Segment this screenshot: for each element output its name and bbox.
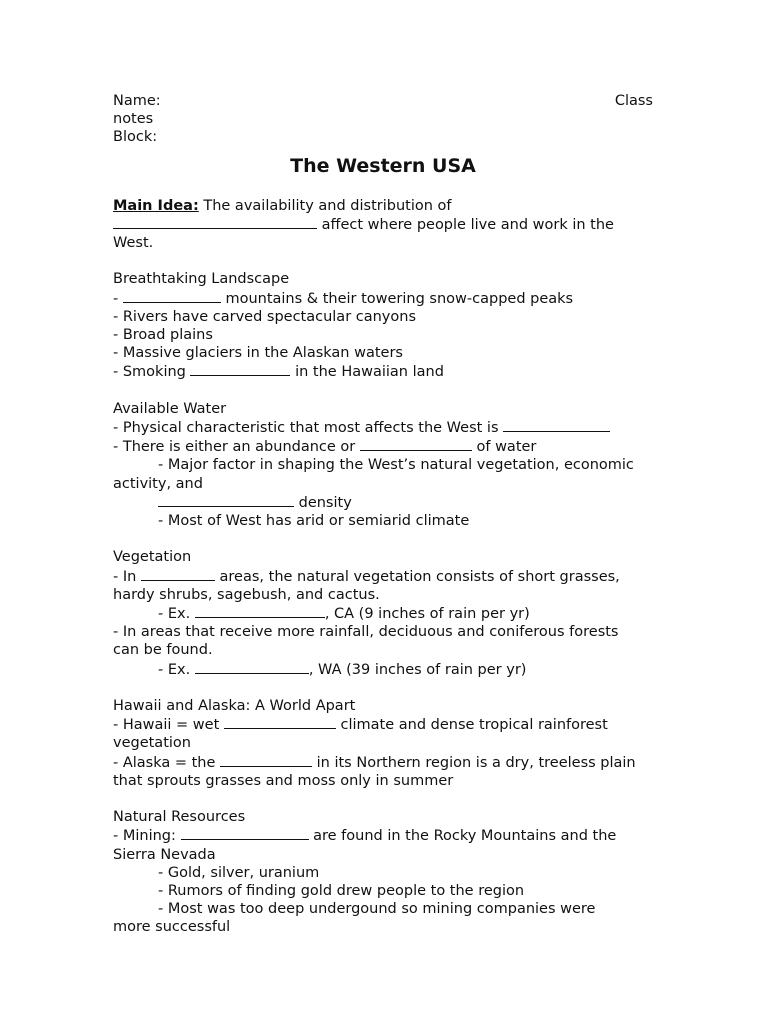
name-label: Name:: [113, 93, 161, 109]
note-text: - Mining:: [113, 828, 181, 845]
note-line: that sprouts grasses and moss only in summer: [113, 772, 454, 789]
section-heading: Breathtaking Landscape: [113, 271, 290, 288]
note-text: areas, the natural vegetation consists of short grasses,: [214, 568, 620, 585]
note-line: - Most was too deep undergound so mining companies were: [158, 901, 596, 918]
fill-in-blank: [195, 660, 309, 674]
note-text: density: [294, 494, 352, 511]
fill-in-blank: [224, 715, 336, 729]
main-idea-text: The availability and distribution of: [198, 197, 452, 214]
page-title: The Western USA: [290, 154, 476, 177]
note-text: - Smoking: [113, 364, 191, 381]
note-line: - Major factor in shaping the West’s natural vegetation, economic: [158, 457, 634, 474]
note-line: - Most of West has arid or semiarid climate: [158, 513, 470, 530]
note-line: vegetation: [113, 735, 191, 752]
fill-in-blank: [220, 753, 312, 767]
section-vegetation: [113, 548, 653, 678]
fill-in-blank: [141, 567, 215, 581]
section-resources: [113, 808, 653, 936]
note-text: climate and dense tropical rainforest: [335, 717, 608, 734]
note-text: - Alaska = the: [113, 754, 221, 771]
header-row: [113, 92, 653, 110]
section-heading: Available Water: [113, 400, 227, 417]
section-heading: Natural Resources: [113, 809, 246, 826]
note-line: - Gold, silver, uranium: [158, 864, 320, 881]
note-line: activity, and: [113, 475, 203, 492]
fill-in-blank: [195, 604, 325, 618]
note-text: - There is either an abundance or: [113, 439, 360, 456]
note-line: - Massive glaciers in the Alaskan waters: [113, 345, 403, 362]
fill-in-blank: [181, 826, 309, 840]
section-heading: Vegetation: [113, 549, 192, 566]
note-line: can be found.: [113, 642, 213, 659]
class-label: Class: [614, 93, 653, 109]
note-text: in the Hawaiian land: [290, 364, 444, 381]
note-line: - Rumors of finding gold drew people to the region: [158, 883, 525, 900]
notes-page: [113, 92, 653, 937]
note-text: - Hawaii = wet: [113, 717, 224, 734]
note-line: more successful: [113, 919, 231, 936]
notes-label: notes: [113, 111, 154, 128]
note-text: of water: [471, 439, 537, 456]
main-idea: [113, 197, 653, 253]
main-idea-text: West.: [113, 235, 154, 252]
note-text: - In: [113, 568, 141, 585]
note-text: - Physical characteristic that most affects the West is: [113, 420, 504, 437]
note-text: are found in the Rocky Mountains and the: [308, 828, 617, 845]
note-text: , CA (9 inches of rain per yr): [324, 606, 530, 623]
fill-in-blank: [503, 418, 610, 432]
note-text: -: [113, 290, 123, 307]
fill-in-blank: [113, 215, 317, 229]
note-line: - In areas that receive more rainfall, deciduous and coniferous forests: [113, 624, 619, 641]
fill-in-blank: [360, 437, 472, 451]
main-idea-text: affect where people live and work in the: [317, 216, 614, 233]
section-water: [113, 400, 653, 530]
fill-in-blank: [123, 289, 221, 303]
note-text: mountains & their towering snow-capped peaks: [220, 290, 574, 307]
note-line: Sierra Nevada: [113, 846, 216, 863]
main-idea-label: Main Idea:: [113, 197, 199, 214]
note-text: - Ex.: [158, 661, 195, 678]
note-line: - Broad plains: [113, 327, 213, 344]
note-line: hardy shrubs, sagebush, and cactus.: [113, 586, 380, 603]
block-label: Block:: [113, 129, 158, 146]
fill-in-blank: [190, 362, 290, 376]
note-text: , WA (39 inches of rain per yr): [308, 661, 527, 678]
note-line: - Rivers have carved spectacular canyons: [113, 308, 417, 325]
fill-in-blank: [158, 493, 294, 507]
section-landscape: [113, 270, 653, 381]
section-heading: Hawaii and Alaska: A World Apart: [113, 698, 356, 715]
section-hawaii-alaska: [113, 697, 653, 790]
note-text: - Ex.: [158, 606, 195, 623]
note-text: in its Northern region is a dry, treeless plain: [312, 754, 636, 771]
